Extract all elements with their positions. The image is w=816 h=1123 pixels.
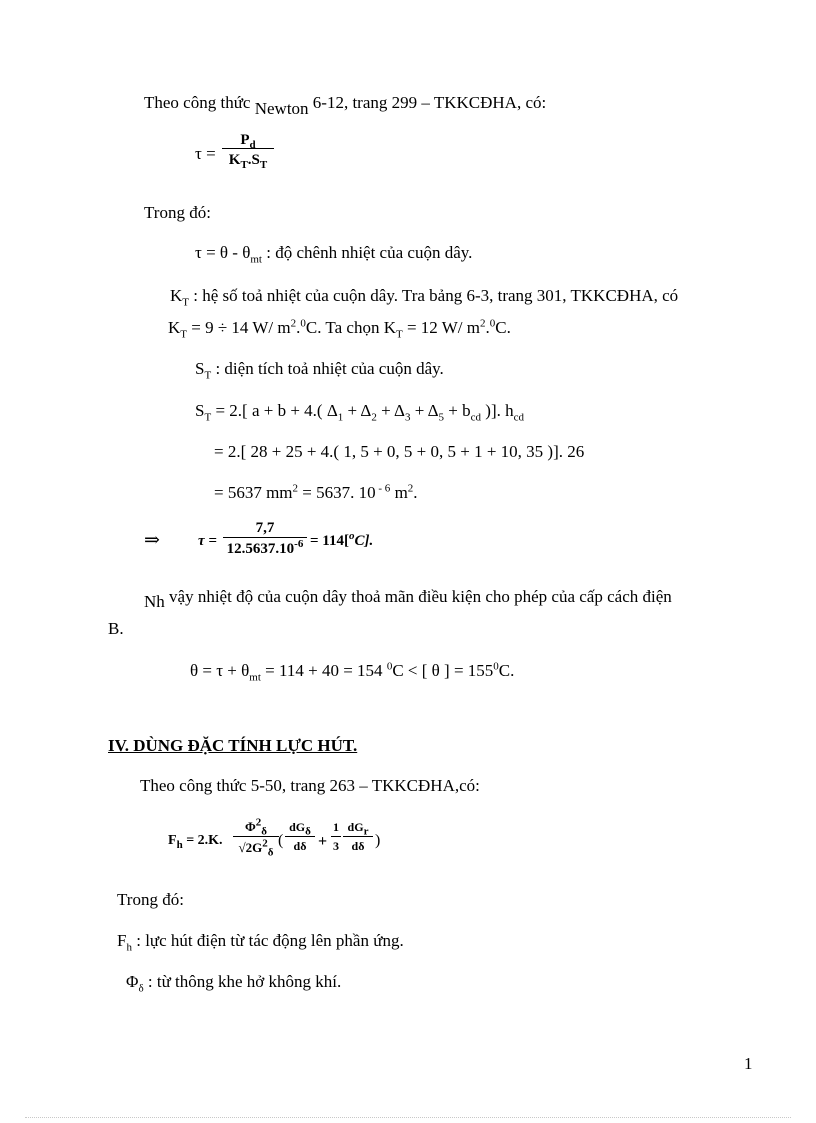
page-number: 1 <box>744 1054 753 1073</box>
st-formula: $S_T = 2$.[ a + b + 4.( $\Delta_1 + \Delta_2 + \Delta_3 + \Delta_5 + b_{cd}$ )]. $h_{cd}$ <box>195 401 524 424</box>
kt-value: $K_T = 9 \div 14$ W/ $m^2.^0C$. Ta chọn $K_T = 12$ W/ $m^2.^0C$. <box>168 317 511 341</box>
flux-definition: $\Phi_\delta$ : từ thông khe hở không khí. <box>126 972 342 995</box>
fh-definition: $F_h$ : lực hút điện từ tác động lên phần ứng. <box>117 931 404 954</box>
implies-arrow-icon: ⇒ <box>144 530 160 551</box>
tau-result-fraction <box>223 520 307 558</box>
force-intro: Theo công thức 5-50, trang 263 – TKKCĐHA,có: <box>140 776 480 795</box>
tau-result-lhs: τ = <box>198 533 217 549</box>
st-calculation: = 2.[ 28 + 25 + 4.( 1, 5 + 0, 5 + 0, 5 + 1 + 10, 35 )]. 26 <box>214 442 585 461</box>
plus-sign: + <box>318 833 328 850</box>
tau-fraction-denominator: $K_T.S_T$ <box>228 152 268 171</box>
intro-paragraph: Theo công thức Newton 6-12, trang 299 – TKKCĐHA, có: <box>144 93 547 118</box>
conclusion-continuation: B. <box>108 619 124 638</box>
st-result: = 5637 $mm^2 = 5637$. 10 $^{- 6}$ $m^2$. <box>214 482 418 502</box>
tau-fraction-numerator: $P_d$ <box>240 132 256 151</box>
tau-formula-lhs: τ = <box>195 144 216 163</box>
newton-word: Newton <box>254 99 309 118</box>
section-heading: IV. DÙNG ĐẶC TÍNH LỰC HÚT. <box>108 736 358 755</box>
force-fraction-main <box>233 816 279 859</box>
theta-check: $\theta = \tau + \theta_{mt} = 114 + 40 = 154$ $^0$C < [ θ ] = $155^0C$. <box>190 660 515 684</box>
conductance-denominator: $√2G^2_\delta$ <box>238 837 274 859</box>
tau-definition: $\tau = \theta - \theta_{mt}$ : độ chênh nhiệt của cuộn dây. <box>195 243 473 266</box>
force-formula-lhs: $F_h = 2.K$. <box>168 833 223 851</box>
where-label-1: Trong đó: <box>144 203 211 222</box>
tau-result-denominator: $12.5637.10^{-6}$ <box>226 538 304 557</box>
st-definition: $S_T$ : diện tích toả nhiệt của cuộn dây. <box>195 359 444 382</box>
tau-result-numerator: 7,7 <box>255 520 275 536</box>
open-paren: ( <box>278 832 284 849</box>
where-label-2: Trong đó: <box>117 890 184 909</box>
close-paren: ) <box>375 832 381 849</box>
tau-fraction <box>222 132 274 169</box>
tau-result-rhs: = 114[$^o$C]. <box>310 530 374 549</box>
force-fraction-3: $dG_r$ dδ <box>343 820 373 854</box>
kt-definition: $K_T$ : hệ số toả nhiệt của cuộn dây. Tra bảng 6-3, trang 301, TKKCĐHA, có <box>170 286 679 309</box>
force-fraction-2: 1 3 <box>333 820 339 853</box>
flux-numerator: $\Phi^2_\delta$ <box>245 816 267 838</box>
conclusion-paragraph: Nh vậy nhiệt độ của cuộn dây thoả mãn điều kiện cho phép của cấp cách điện <box>144 587 672 611</box>
page-bottom-divider <box>25 1117 791 1118</box>
force-fraction-1: $dG_\delta$ dδ <box>285 820 315 854</box>
